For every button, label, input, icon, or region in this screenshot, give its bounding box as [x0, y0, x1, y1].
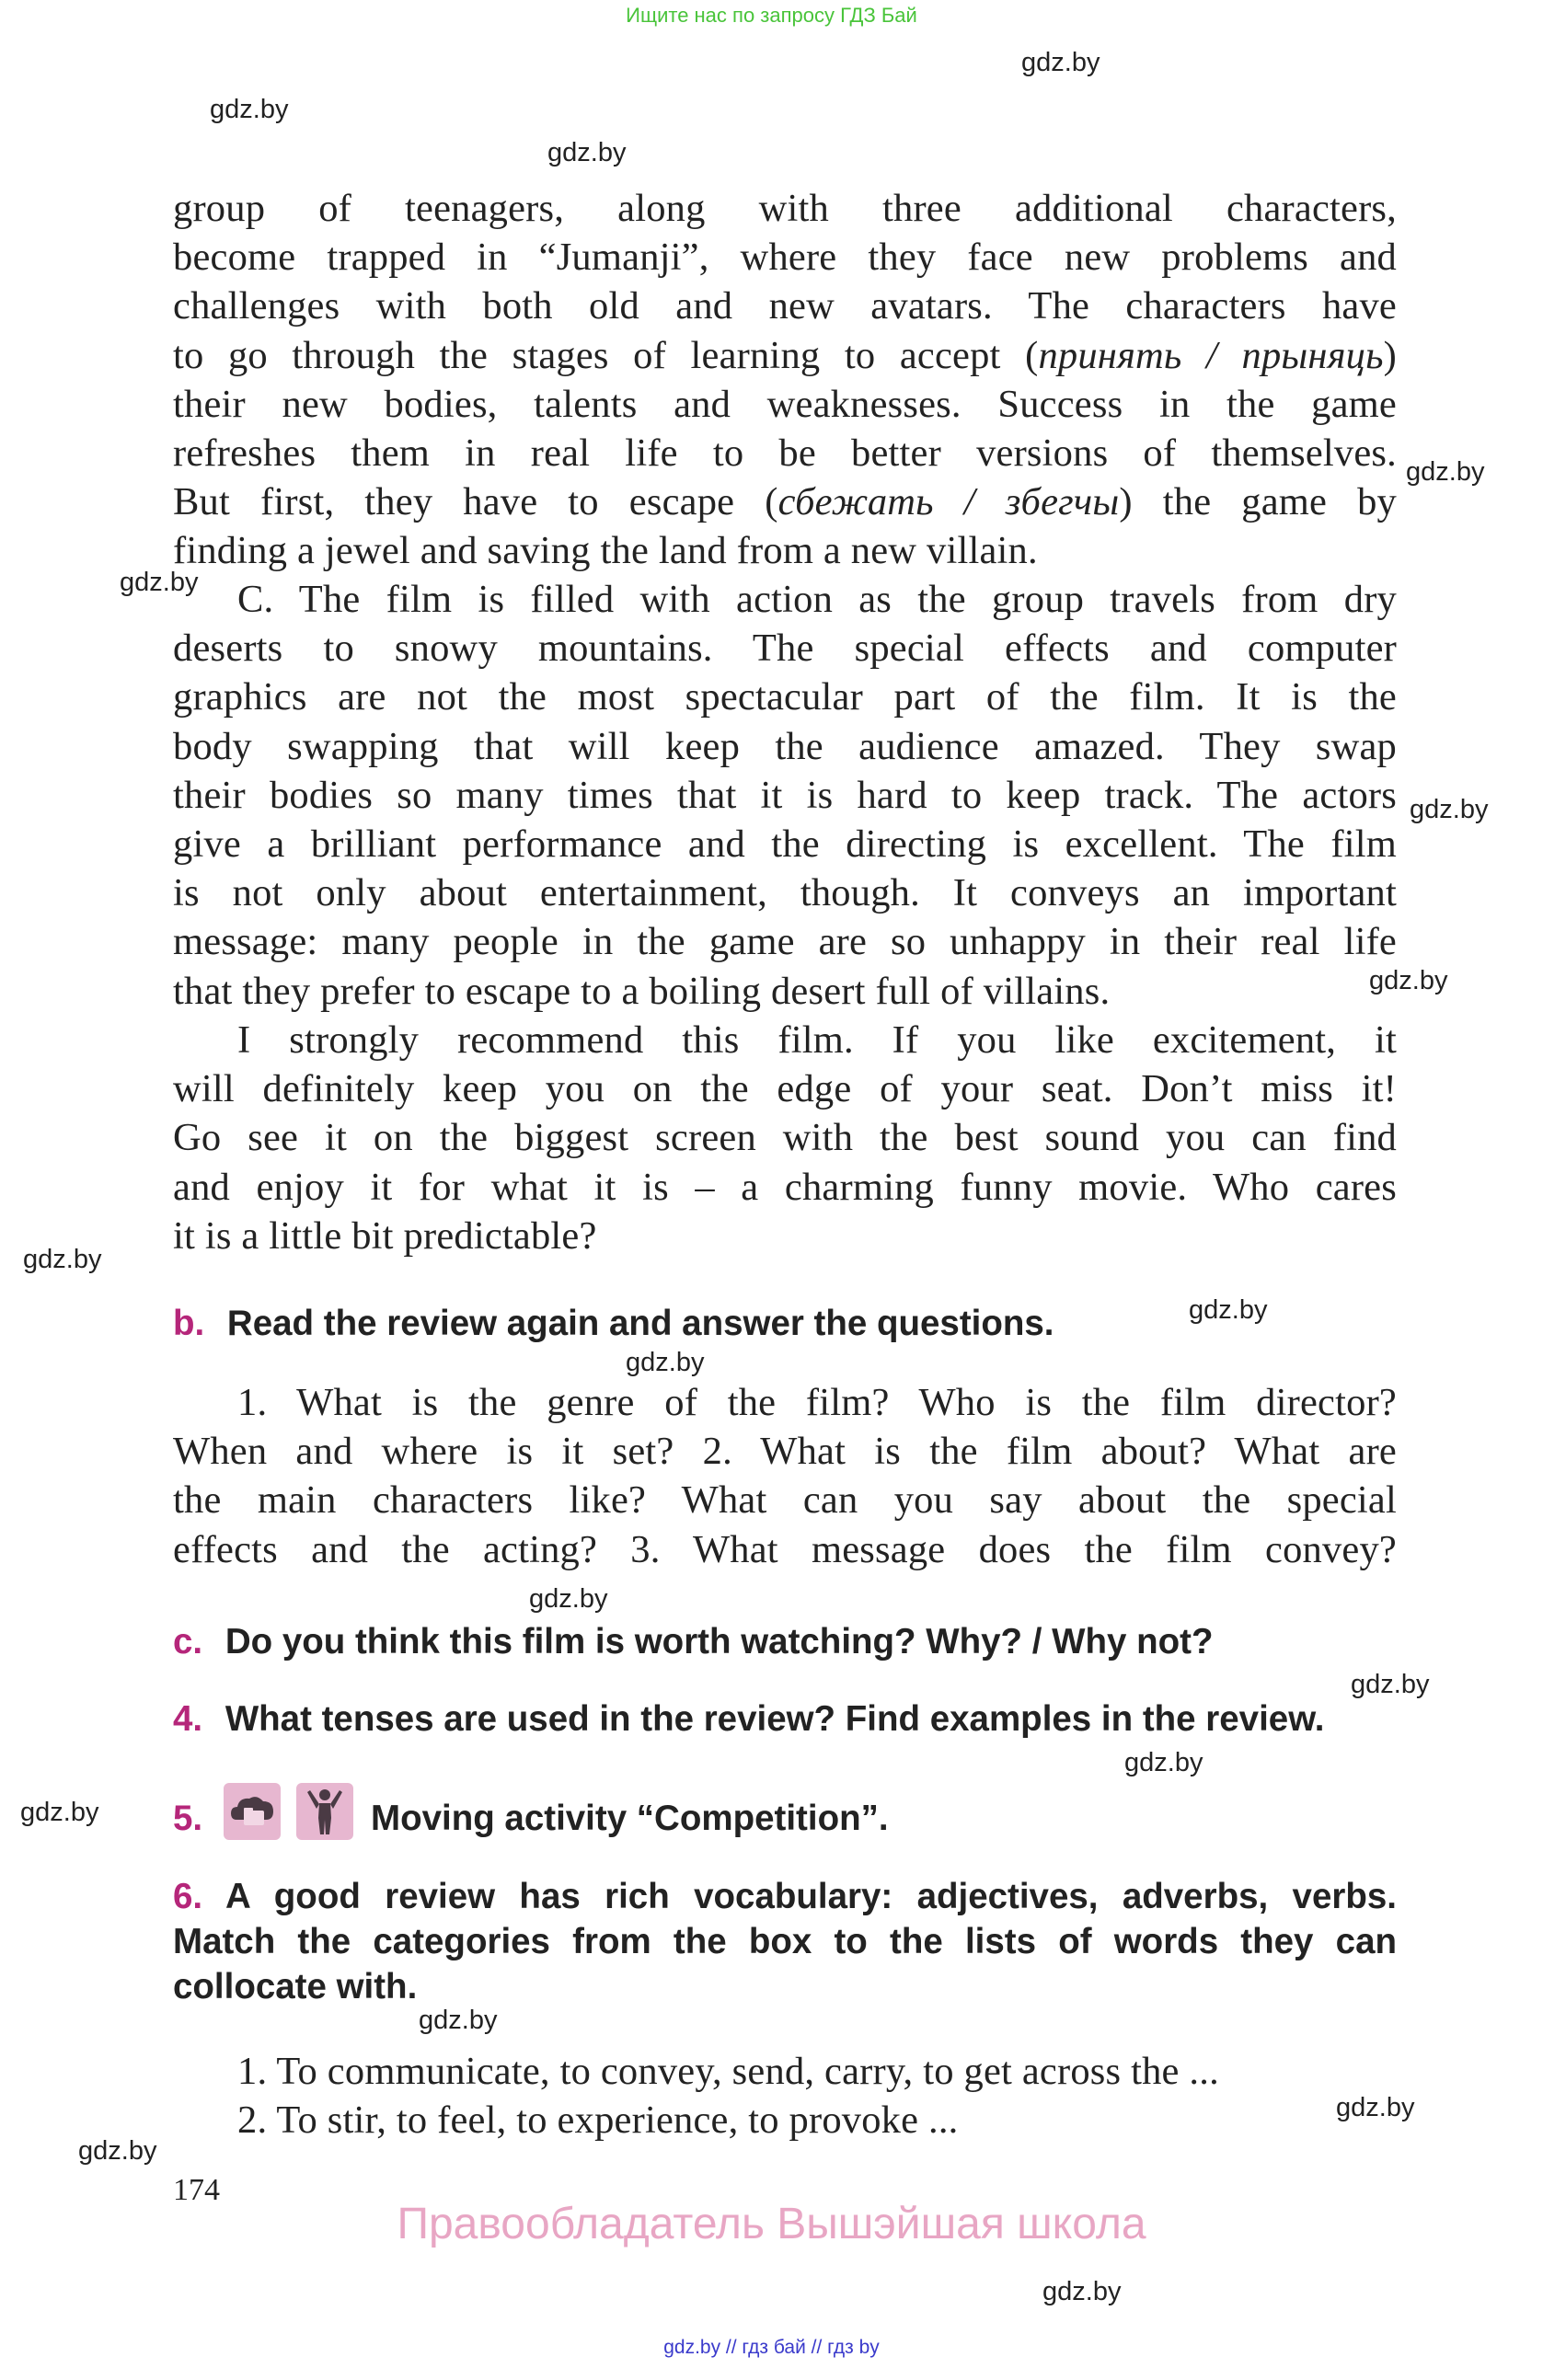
text-line: I strongly recommend this film. If you like excitement, it [237, 1018, 1397, 1062]
watermark: gdz.by [1021, 48, 1100, 77]
text-line: body swapping that will keep the audience amazed. They swap [173, 724, 1397, 768]
watermark: gdz.by [1336, 2093, 1415, 2122]
review-paragraph-1 [173, 184, 1397, 576]
text-line: finding a jewel and saving the land from a new villain. [173, 529, 1038, 573]
task-number: b. [173, 1304, 205, 1343]
text-line: C. The film is filled with action as the group travels from dry [237, 578, 1397, 621]
task-5-text [371, 1796, 1383, 1841]
text-line-pre: But first, they have to escape ( [173, 480, 778, 524]
page-number: 174 [173, 2173, 220, 2207]
review-paragraph-3 [173, 1016, 1397, 1260]
text-line-pre: to go through the stages of learning to accept ( [173, 333, 1039, 377]
watermark: gdz.by [23, 1245, 102, 1274]
task-4 [173, 1696, 1397, 1742]
text-line: the main characters like? What can you say about the special [173, 1478, 1397, 1523]
watermark: gdz.by [1410, 795, 1489, 824]
watermark: gdz.by [529, 1584, 608, 1614]
list-item: 2. To stir, to feel, to experience, to provoke ... [237, 2098, 959, 2143]
task-6 [173, 1874, 1397, 2009]
watermark: gdz.by [1351, 1670, 1430, 1699]
text-line: graphics are not the most spectacular part of the film. It is the [173, 675, 1397, 719]
text-line: deserts to snowy mountains. The special effects and computer [173, 627, 1397, 671]
translation-italic: сбежать / збегчы [777, 480, 1120, 524]
text-line: their new bodies, talents and weaknesses. Success in the game [173, 382, 1397, 426]
cloud-folder-icon [224, 1783, 281, 1840]
text-line: Go see it on the biggest screen with the best sound you can find [173, 1116, 1397, 1160]
text-line: effects and the acting? 3. What message does the film convey? [173, 1527, 1397, 1571]
text-line [173, 1874, 1397, 1919]
task-instruction: Moving activity “Competition”. [371, 1799, 889, 1838]
text-line: collocate with. [173, 1967, 418, 2006]
watermark: gdz.by [1189, 1295, 1268, 1325]
watermark: gdz.by [1369, 966, 1448, 995]
watermark: gdz.by [120, 568, 199, 597]
watermark: gdz.by [1124, 1748, 1203, 1777]
review-paragraph-2 [173, 575, 1397, 1016]
list-6 [173, 2047, 1397, 2144]
footer-links: gdz.by // гдз бай // гдз by [663, 2337, 880, 2358]
task-instruction: Read the review again and answer the questions. [226, 1304, 1054, 1343]
text-line: 1. What is the genre of the film? Who is the film director? [237, 1381, 1397, 1424]
text-line: give a brilliant performance and the directing is excellent. The film [173, 822, 1397, 867]
text-line-post: ) [1383, 333, 1398, 377]
copyright-owner: Правообладатель Вышэйшая школа [397, 2200, 1146, 2248]
task-number: 4. [173, 1699, 203, 1739]
text-line: is not only about entertainment, though. It conveys an important [173, 871, 1397, 915]
text-line: and enjoy it for what it is – a charming funny movie. Who cares [173, 1165, 1397, 1209]
text-line: it is a little bit predictable? [173, 1213, 597, 1258]
text-line [173, 477, 1397, 526]
task-instruction: A good review has rich vocabulary: adjectives, adverbs, verbs. [225, 1877, 1397, 1916]
text-line: that they prefer to escape to a boiling desert full of villains. [173, 969, 1111, 1013]
header-search-note: Ищите нас по запросу ГДЗ Бай [626, 4, 917, 27]
translation-italic: принять / прыняць [1038, 333, 1384, 377]
text-line: will definitely keep you on the edge of your seat. Don’t miss it! [173, 1067, 1397, 1111]
text-line [173, 331, 1397, 380]
text-line: When and where is it set? 2. What is the film about? What are [173, 1430, 1397, 1474]
text-line-post: ) the game by [1119, 480, 1397, 524]
watermark: gdz.by [419, 2006, 498, 2035]
task-instruction: What tenses are used in the review? Find examples in the review. [225, 1699, 1325, 1739]
task-number: c. [173, 1622, 203, 1661]
task-b [173, 1301, 1397, 1346]
text-line: message: many people in the game are so unhappy in their real life [173, 920, 1397, 964]
task-c [173, 1619, 1397, 1664]
text-line: challenges with both old and new avatars. The characters have [173, 284, 1397, 328]
list-item: 1. To communicate, to convey, send, carry, to get across the ... [237, 2050, 1219, 2093]
watermark: gdz.by [626, 1348, 705, 1377]
watermark: gdz.by [1406, 457, 1485, 487]
text-line: refreshes them in real life to be better versions of themselves. [173, 431, 1397, 476]
text-line: their bodies so many times that it is hard to keep track. The actors [173, 773, 1397, 817]
watermark: gdz.by [78, 2136, 157, 2166]
text-line: become trapped in “Jumanji”, where they face new problems and [173, 236, 1397, 280]
questions-b [173, 1378, 1397, 1574]
task-number: 5. [173, 1799, 203, 1838]
watermark: gdz.by [1042, 2277, 1122, 2306]
text-line: group of teenagers, along with three additional characters, [173, 187, 1397, 230]
watermark: gdz.by [20, 1798, 99, 1827]
person-moving-icon [296, 1783, 353, 1840]
task-instruction: Do you think this film is worth watching? Why? / Why not? [225, 1622, 1214, 1661]
task-number: 6. [173, 1877, 203, 1916]
watermark: gdz.by [210, 95, 289, 124]
text-line: Match the categories from the box to the lists of words they can [173, 1922, 1397, 1961]
watermark: gdz.by [547, 138, 627, 167]
